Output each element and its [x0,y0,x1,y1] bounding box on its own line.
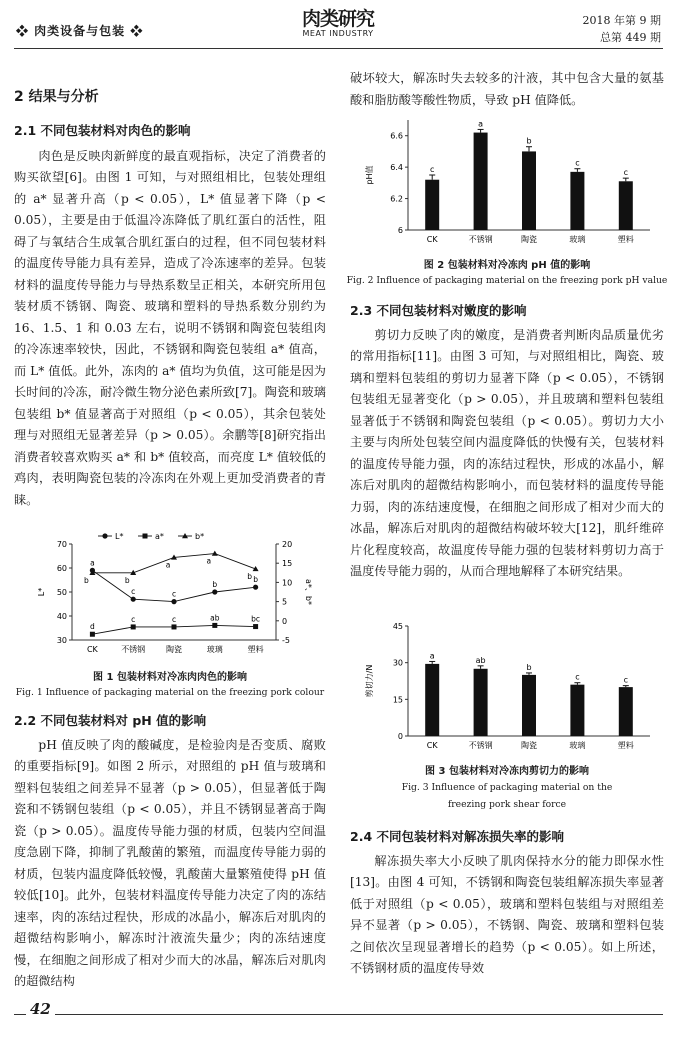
fig3-y-tick-label: 0 [397,732,403,741]
fig2-x-tick-label: 陶瓷 [521,235,537,244]
fig2-y-axis-label: pH值 [365,165,374,185]
section-heading-results: 2 结果与分析 [14,89,99,105]
fig1-point-a* [90,632,95,637]
section-2-2 [14,710,326,993]
section-2-4-body: 解冻损失率大小反映了肌肉保持水分的能力即保水性[13]。由图 4 可知，不锈钢和陶瓷包装组解冻损失率显著低于对照组（p < 0.05），玻璃和塑料包装组与对照组差异不显著（p > 0.05），不锈钢、陶瓷、玻璃和塑料包装之间依次呈现显著增长的趋势（p < 0.05）。如上所述，不锈钢材质的温度传导效 [350,853,664,975]
fig3-y-tick-label: 15 [392,695,403,705]
fig3-x-tick-label: 不锈钢 [468,741,493,750]
figure-2-caption-cn: 图 2 包装材料对冷冻肉 pH 值的影响 [423,260,591,271]
figure-3-caption-en [350,779,664,813]
fig1-right-tick-label: 10 [282,578,293,588]
issue-number: 2018 年第 9 期 [582,14,661,27]
fig2-x-tick-label: 不锈钢 [468,235,493,244]
fig2-x-tick-label: 塑料 [617,235,634,244]
logo-mark: 肉类研究 [301,8,374,30]
fig3-x-tick-label: 塑料 [617,741,634,750]
fig2-x-tick-label: 玻璃 [569,235,586,244]
fig1-legend-label: b* [195,532,205,541]
section-2-3-body: 剪切力反映了肉的嫩度，是消费者判断肉品质量优劣的常用指标[11]。由图 3 可知，与对照组相比，陶瓷、玻璃和塑料包装组的剪切力显著下降（p < 0.05），不锈钢包装组无显著变化（p > 0.05），并且玻璃和塑料包装组显著低于不锈钢和陶瓷包装组（p < 0.05）。剪切力大小主要与肉所处包装空间内温度降低的快慢有关，包装材料的温度传导能力强，肉的冻结过程快，形成的冰晶小，解冻后对肌肉的超微结构影响小，而包装材料的温度传导能力弱，肉的冻结速度慢，在细胞之间形成了相对少而大的冰晶，解冻后对肌肉的超微结构破坏较大[12]，肌纤维碎片化程度较高，故温度传导能力强的包装材料剪切力高于温度传导能力弱的，从而合理地解释了本研究结果。 [350,327,664,578]
fig1-point-L* [131,597,136,602]
fig1-point-L* [253,585,258,590]
fig1-point-a* [212,623,217,628]
fig1-sig-label: b [212,580,218,589]
section-2-4 [350,826,664,980]
fig3-x-tick-label: 玻璃 [569,741,586,750]
section-2-1-heading: 2.1 不同包装材料对肉色的影响 [14,123,191,138]
fig2-sig-label: a [478,119,484,129]
fig2-y-tick-label: 6.6 [390,131,403,141]
fig3-sig-label: c [623,675,629,685]
fig1-right-tick-label: 0 [282,616,288,626]
fig3-x-tick-label: CK [426,741,438,750]
section-2-2-continued [350,68,664,111]
fig1-point-L* [171,599,176,604]
figure-1-caption-en: Fig. 1 Influence of packaging material on the freezing pork colour [15,687,325,698]
fig2-bar [522,151,536,230]
fig3-sig-label: ab [475,655,486,665]
fig1-sig-label: b [253,575,258,585]
fig3-x-tick-label: 陶瓷 [521,741,537,750]
fig1-x-tick-label: 不锈钢 [121,645,146,654]
fig1-right-tick-label: 5 [282,597,288,607]
fig1-right-axis-label: a*、b* [304,579,313,605]
fig1-left-axis-label: L* [37,587,46,597]
fig3-bar [425,664,439,736]
fig1-point-a* [172,624,177,629]
fig1-legend-label: a* [155,532,164,541]
fig1-sig-label: b [124,575,130,585]
fig1-legend-marker [102,533,107,538]
section-2-3 [350,300,664,583]
page-number: 42 [26,1000,55,1018]
fig1-point-L* [212,589,217,594]
fig1-sig-label: a [165,560,171,570]
journal-section-label: ❖ 肉类设备与包装 ❖ [16,24,144,38]
figure-2-caption-en: Fig. 2 Influence of packaging material on the freezing pork pH value [346,275,668,286]
figure-1-caption-cn: 图 1 包装材料对冷冻肉肉色的影响 [93,672,247,683]
fig1-sig-label: b [84,575,89,585]
fig1-sig-label: ab [210,613,220,623]
fig1-x-tick-label: CK [86,645,98,654]
fig1-point-b* [212,551,218,556]
issue-info [583,12,661,46]
fig1-left-tick-label: 50 [56,588,67,597]
fig1-sig-label: d [90,622,95,632]
section-2-1 [14,120,326,511]
header-divider [14,48,663,49]
logo-subtitle: MEAT INDUSTRY [302,29,374,38]
fig1-right-tick-label: -5 [282,636,290,645]
figure-1-chart [14,530,326,665]
section-2-2-body: pH 值反映了肉的酸碱度，是检验肉是否变质、腐败的重要指标[9]。如图 2 所示，对照组的 pH 值与玻璃和塑料包装组之间差异不显著（p > 0.05），但显著低于陶瓷和不锈钢包装组（p < 0.05），并且不锈钢显著高于陶瓷（p > 0.05）。温度传导能力强的材质，包装内空间温度急剧下降，抑制了乳酸菌的繁殖，而温度传导能力弱的材质，包装内温度降低较慢，乳酸菌大量繁殖使得 pH 值较低[10]。此外，包装材料温度传导能力决定了肉的冻结速率，肉的冻结过程快，形成的冰晶小，解冻后对肌肉的超微结构影响小，解冻时汁液流失量少；肉的冻结速度慢，在细胞之间形成了相对少而大的冰晶，解冻后对肌肉的超微结构 [14,737,326,988]
figure-3-caption-en-line2: freezing pork shear force [447,799,567,810]
journal-logo [295,4,381,38]
section-2-4-heading: 2.4 不同包装材料对解冻损失率的影响 [350,829,564,844]
fig1-sig-label: c [171,614,177,624]
fig2-bar [474,133,488,230]
fig1-sig-label: a [90,558,95,568]
fig3-y-axis-label: 剪切力/N [365,664,374,698]
fig3-bar [474,669,488,736]
fig2-sig-label: c [429,165,435,174]
fig1-legend-label: L* [115,532,124,541]
fig3-bar [522,675,536,736]
fig1-point-a* [131,624,136,629]
fig3-y-tick-label: 30 [392,658,403,668]
fig1-point-a* [253,624,258,629]
fig2-bar [425,180,439,230]
fig1-sig-label: c [131,587,136,597]
fig1-right-tick-label: 15 [282,559,293,569]
fig1-x-tick-label: 塑料 [247,645,264,654]
fig2-y-tick-label: 6 [397,226,403,235]
fig1-right-tick-label: 20 [282,540,293,549]
fig2-x-tick-label: CK [426,235,438,244]
fig3-bar [570,685,584,736]
fig3-sig-label: b [526,662,532,672]
section-2-1-body: 肉色是反映肉新鲜度的最直观指标，决定了消费者的购买欲望[6]。由图 1 可知，与对照组相比，包装处理组的 a* 显著升高（p < 0.05），L* 值显著下降（p < 0.05），主要是由于低温冷冻降低了肌红蛋白的活性，阻碍了与氧结合生成氧合肌红蛋白的过程，但不同包装材料的温度传导能力具有差异，造成了冷冻速率的差异。包装材料的温度传导能力与导热系数呈正相关，本研究所用包装材质不锈钢、陶瓷、玻璃和塑料的导热系数分别约为 16、1.5、1 和 0.03 左右，说明不锈钢和陶瓷包装组肉的冷冻速率较快，因此，不锈钢和陶瓷包装组 a* 值高，而 L* 值低。此外，冻肉的 a* 值均为负值，这可能是因为长时间的冷冻，耐冷微生物分泌色素所致[7]。陶瓷和玻璃包装组 b* 值显著高于对照组（p < 0.05），其余包装处理与对照组无显著差异（p > 0.05）。余鹏等[8]研究指出消费者较喜欢购买 a* 和 b* 值较高，而亮度 L* 值较低的鸡肉，表明陶瓷包装的冷冻肉在外观上更加受消费者的青睐。 [14,148,326,507]
footer-divider [14,1014,663,1015]
fig3-sig-label: c [575,672,580,682]
fig1-sig-label: bc [251,614,261,624]
figure-3-caption-cn: 图 3 包装材料对冷冻肉剪切力的影响 [425,766,589,777]
section-2-2-continued-text: 破坏较大，解冻时失去较多的汁液，其中包含大量的氨基酸和脂肪酸等酸性物质，导致 pH 值降低。 [350,71,664,107]
fig1-left-tick-label: 70 [56,540,67,549]
fig2-bar [619,181,633,230]
fig1-left-tick-label: 40 [56,612,67,621]
figure-3-chart [350,618,664,758]
fig3-sig-label: a [429,651,435,661]
fig1-sig-label: c [131,614,136,624]
fig1-sig-label: c [171,589,177,599]
fig3-bar [619,687,633,736]
fig2-sig-label: b [526,136,532,146]
fig1-sig-label: a [206,556,212,566]
fig1-left-tick-label: 30 [56,636,67,645]
fig1-sig-label: b [247,571,252,581]
fig1-x-tick-label: 陶瓷 [166,645,182,654]
fig2-y-tick-label: 6.4 [390,163,403,173]
fig1-legend-marker [143,534,148,539]
fig1-x-tick-label: 玻璃 [206,645,223,654]
figure-3-caption-en-line1: Fig. 3 Influence of packaging material on the [401,782,613,793]
section-2-3-heading: 2.3 不同包装材料对嫩度的影响 [350,303,527,318]
fig2-y-tick-label: 6.2 [390,194,403,204]
fig3-y-tick-label: 45 [392,622,403,631]
fig2-sig-label: c [575,158,580,168]
fig1-left-tick-label: 60 [56,564,67,573]
fig2-sig-label: c [623,168,629,178]
total-issue-number: 总第 449 期 [600,31,661,44]
section-2-2-heading: 2.2 不同包装材料对 pH 值的影响 [14,713,207,728]
figure-2-chart [350,112,664,252]
fig2-bar [570,172,584,230]
